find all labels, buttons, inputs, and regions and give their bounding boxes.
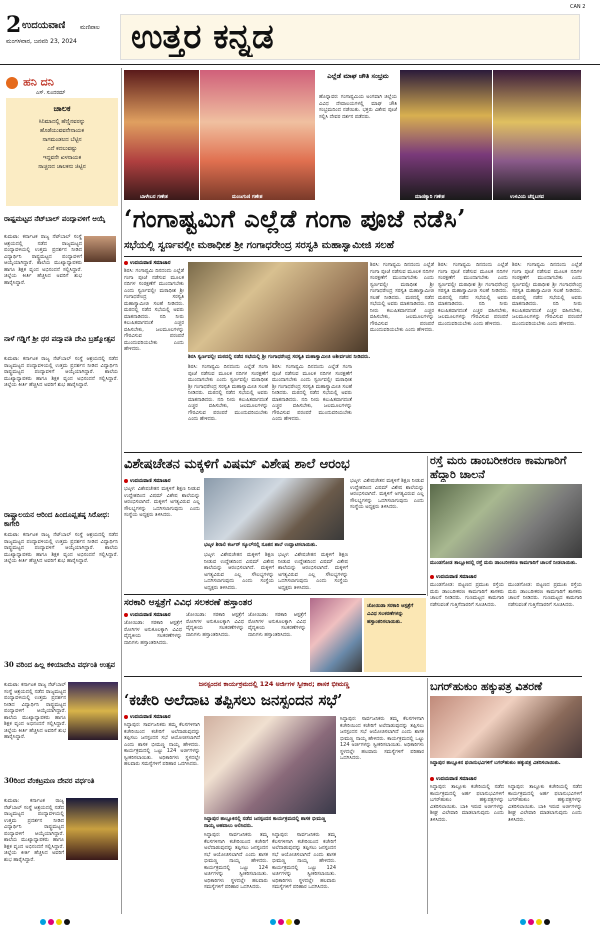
- masthead: [0, 0, 600, 66]
- office-divider: [427, 678, 428, 914]
- poem-line: ಸಿನಿಮಾದಲ್ಲಿ ಹೆಣ್ಣಿನವರನ್ನು: [38, 119, 86, 125]
- photo-caption-1: ಬಾಳೇಬರ ಗಣೇಶ: [140, 194, 168, 200]
- office-caption: ಸಿದ್ದಾಪುರ ತಾಲ್ಲೂಕಿನಲ್ಲಿ ನಡೆದ ಜನಸ್ಪಂದನ ಕಾರ್ಯಕ್ರಮದಲ್ಲಿ ಶಾಸಕ ಭೀಮಣ್ಣ ನಾಯ್ಕ ಅಹವಾಲು ಆಲಿಸಿದರು.: [204, 816, 326, 829]
- byline-text: ಉದಯವಾಣಿ ಸಮಾಚಾರ: [130, 260, 171, 266]
- left-story5-body: ಕುಮಟಾ: ಕರ್ನಾಟಕ ರಾಜ್ಯ ನೆಟ್‌ಬಾಲ್ ಸಂಸ್ಥೆ ಆಶ್ರಯದಲ್ಲಿ ನಡೆದ ರಾಜ್ಯಮಟ್ಟದ ಪಂದ್ಯಾವಳಿಯಲ್ಲಿ ಉತ್ತಮ ಪ್ರದರ್ಶನ ನೀಡಿದ ವಿದ್ಯಾರ್ಥಿನಿ ರಾಷ್ಟ್ರಮಟ್ಟದ ಪಂದ್ಯಾವಳಿಗೆ ಆಯ್ಕೆಯಾಗಿದ್ದಾರೆ. ಶಾಲೆಯ ಮುಖ್ಯಾಧ್ಯಾಪಕರು ಹಾಗೂ ಶಿಕ್ಷಕ ವೃಂದ ಅಭಿನಂದನೆ ಸಲ್ಲಿಸಿದ್ದಾರೆ. ಜಿಲ್ಲೆಯ ಕೀರ್ತಿ ಹೆಚ್ಚಿಸಿದ ಅವರಿಗೆ ಶುಭ ಹಾರೈಸಿದ್ದಾರೆ.: [4, 798, 64, 863]
- hospital-caption: ಜೋಯಿಡಾ ಸರಕಾರಿ ಆಸ್ಪತ್ರೆಗೆ ವಿವಿಧ ಸಲಕರಣೆಗಳನ್ನು ಹಸ್ತಾಂತರಿಸಲಾಯಿತು.: [367, 603, 414, 625]
- inset-body: ಹೊನ್ನಾವರ: ಗಂಗಾಷ್ಟಮಿಯ ಅಂಗವಾಗಿ ಜಿಲ್ಲೆಯ ವಿವಿಧ ದೇವಾಲಯಗಳಲ್ಲಿ ಮಾಘ ಚೌತಿ ಸಂಭ್ರಮದಿಂದ ನಡೆಯಿತು. ಭಕ್ತರು ವಿಶೇಷ ಪೂಜೆ ಸಲ್ಲಿಸಿ ದೇವರ ದರ್ಶನ ಪಡೆದರು.: [319, 94, 397, 120]
- ganesha-photo-3: [400, 70, 492, 200]
- hospital-byline: [124, 612, 170, 618]
- assembly-caption: ಶಿರಸಿ ಸ್ವರ್ಣವಲ್ಲೀ ಮಠದಲ್ಲಿ ನಡೆದ ಸಭೆಯಲ್ಲಿ ಶ್ರೀ ಗಂಗಾಧರೇಂದ್ರ ಸರಸ್ವತಿ ಮಹಾಸ್ವಾಮೀಜಿ ಆಶೀರ್ವಚನ ನೀಡಿದರು.: [188, 354, 371, 360]
- inset-story: [317, 70, 399, 200]
- land-caption: ಸಿದ್ದಾಪುರ ತಾಲ್ಲೂಕಿನ ಫಲಾನುಭವಿಗಳಿಗೆ ಬಗರ್‌ಹುಕುಂ ಹಕ್ಕುಪತ್ರ ವಿತರಿಸಲಾಯಿತು.: [430, 760, 561, 766]
- poem-line: ನಾಚ್ಚಣದ ಚಾಲಕನು ಜಿಟ್ಟಿನ: [38, 164, 86, 170]
- left-story1-body: ಕುಮಟಾ: ಕರ್ನಾಟಕ ರಾಜ್ಯ ನೆಟ್‌ಬಾಲ್ ಸಂಸ್ಥೆ ಆಶ್ರಯದಲ್ಲಿ ನಡೆದ ರಾಜ್ಯಮಟ್ಟದ ಪಂದ್ಯಾವಳಿಯಲ್ಲಿ ಉತ್ತಮ ಪ್ರದರ್ಶನ ನೀಡಿದ ವಿದ್ಯಾರ್ಥಿನಿ ರಾಷ್ಟ್ರಮಟ್ಟದ ಪಂದ್ಯಾವಳಿಗೆ ಆಯ್ಕೆಯಾಗಿದ್ದಾರೆ. ಶಾಲೆಯ ಮುಖ್ಯಾಧ್ಯಾಪಕರು ಹಾಗೂ ಶಿಕ್ಷಕ ವೃಂದ ಅಭಿನಂದನೆ ಸಲ್ಲಿಸಿದ್ದಾರೆ. ಜಿಲ್ಲೆಯ ಕೀರ್ತಿ ಹೆಚ್ಚಿಸಿದ ಅವರಿಗೆ ಶುಭ ಹಾರೈಸಿದ್ದಾರೆ.: [4, 234, 82, 286]
- poem-line: ಎದೆ ಕದಲುವಷ್ಟು: [47, 146, 77, 152]
- poem-line: ನಾಗಮಂಡಲದ ಬೆಟ್ಟಿನ: [42, 137, 82, 143]
- left-column-divider: [121, 68, 122, 914]
- office-body-col2: ಸಿದ್ದಾಪುರ: ಸಾರ್ವಜನಿಕರು ತಮ್ಮ ಕೆಲಸಗಳಿಗಾಗಿ ಕಚೇರಿಯಿಂದ ಕಚೇರಿಗೆ ಅಲೆದಾಡುವುದನ್ನು ತಪ್ಪಿಸಲು ಜನಸ್ಪಂದನ ಸಭೆ ಆಯೋಜಿಸಲಾಗಿದೆ ಎಂದು ಶಾಸಕ ಭೀಮಣ್ಣ ನಾಯ್ಕ ಹೇಳಿದರು. ಕಾರ್ಯಕ್ರಮದಲ್ಲಿ ಒಟ್ಟು 124 ಅರ್ಜಿಗಳನ್ನು ಸ್ವೀಕರಿಸಲಾಯಿತು. ಅಧಿಕಾರಿಗಳು ಸ್ಥಳದಲ್ಲೇ ಹಲವಾರು ಸಮಸ್ಯೆಗಳಿಗೆ ಪರಿಹಾರ ಒದಗಿಸಿದರು.: [204, 832, 268, 890]
- office-body-col4: ಸಿದ್ದಾಪುರ: ಸಾರ್ವಜನಿಕರು ತಮ್ಮ ಕೆಲಸಗಳಿಗಾಗಿ ಕಚೇರಿಯಿಂದ ಕಚೇರಿಗೆ ಅಲೆದಾಡುವುದನ್ನು ತಪ್ಪಿಸಲು ಜನಸ್ಪಂದನ ಸಭೆ ಆಯೋಜಿಸಲಾಗಿದೆ ಎಂದು ಶಾಸಕ ಭೀಮಣ್ಣ ನಾಯ್ಕ ಹೇಳಿದರು. ಕಾರ್ಯಕ್ರಮದಲ್ಲಿ ಒಟ್ಟು 124 ಅರ್ಜಿಗಳನ್ನು ಸ್ವೀಕರಿಸಲಾಯಿತು. ಅಧಿಕಾರಿಗಳು ಸ್ಥಳದಲ್ಲೇ ಹಲವಾರು ಸಮಸ್ಯೆಗಳಿಗೆ ಪರಿಹಾರ ಒದಗಿಸಿದರು.: [340, 716, 424, 761]
- school-byline: [124, 478, 170, 484]
- left-story2-body: ಕುಮಟಾ: ಕರ್ನಾಟಕ ರಾಜ್ಯ ನೆಟ್‌ಬಾಲ್ ಸಂಸ್ಥೆ ಆಶ್ರಯದಲ್ಲಿ ನಡೆದ ರಾಜ್ಯಮಟ್ಟದ ಪಂದ್ಯಾವಳಿಯಲ್ಲಿ ಉತ್ತಮ ಪ್ರದರ್ಶನ ನೀಡಿದ ವಿದ್ಯಾರ್ಥಿನಿ ರಾಷ್ಟ್ರಮಟ್ಟದ ಪಂದ್ಯಾವಳಿಗೆ ಆಯ್ಕೆಯಾಗಿದ್ದಾರೆ. ಶಾಲೆಯ ಮುಖ್ಯಾಧ್ಯಾಪಕರು ಹಾಗೂ ಶಿಕ್ಷಕ ವೃಂದ ಅಭಿನಂದನೆ ಸಲ್ಲಿಸಿದ್ದಾರೆ. ಜಿಲ್ಲೆಯ ಕೀರ್ತಿ ಹೆಚ್ಚಿಸಿದ ಅವರಿಗೆ ಶುಭ ಹಾರೈಸಿದ್ದಾರೆ.: [4, 356, 118, 388]
- school-body-col1: ಭಟ್ಕಳ: ವಿಶೇಷಚೇತನ ಮಕ್ಕಳಿಗೆ ಶಿಕ್ಷಣ ನೀಡುವ ಉದ್ದೇಶದಿಂದ ವಿಷಮ್ ವಿಶೇಷ ಶಾಲೆಯನ್ನು ಆರಂಭಿಸಲಾಗಿದೆ. ಮಕ್ಕಳಿಗೆ ಅಗತ್ಯವಿರುವ ಎಲ್ಲ ಸೌಲಭ್ಯಗಳನ್ನು ಒದಗಿಸಲಾಗುವುದು ಎಂದು ಸಂಸ್ಥೆಯ ಅಧ್ಯಕ್ಷರು ತಿಳಿಸಿದರು.: [124, 486, 200, 518]
- left-story3-headline: ರಾಷ್ಟ್ರಾಲಯನ ಆರಿಂದ ಹಿಂದೂಪ್ಷತಷ್ಠ ಸಿರೋಧ: ಕಾಗೇರಿ: [4, 510, 110, 528]
- assembly-photo: [188, 262, 368, 352]
- top-body-col5: ಶಿರಸಿ: ಗಂಗಾಷ್ಟಮಿ ದಿನದಂದು ಎಲ್ಲೆಡೆ ಗಂಗಾ ಪೂಜೆ ನಡೆಸುವ ಮೂಲಕ ನದಿಗಳ ಸಂರಕ್ಷಣೆಗೆ ಮುಂದಾಗಬೇಕು ಎಂದು ಸ್ವರ್ಣವಲ್ಲೀ ಮಠಾಧೀಶ ಶ್ರೀ ಗಂಗಾಧರೇಂದ್ರ ಸರಸ್ವತಿ ಮಹಾಸ್ವಾಮೀಜಿ ಸಲಹೆ ನೀಡಿದರು. ಮಠದಲ್ಲಿ ನಡೆದ ಸಭೆಯಲ್ಲಿ ಅವರು ಮಾತನಾಡಿದರು. ನದಿ ನೀರು ಕಲುಷಿತವಾಗದಂತೆ ಎಚ್ಚರ ವಹಿಸಬೇಕು, ಜಲಮೂಲಗಳನ್ನು ಗೌರವಿಸುವ ಪರಂಪರೆ ಮುಂದುವರಿಯಬೇಕು ಎಂದು ಹೇಳಿದರು.: [438, 262, 508, 327]
- section-title: ಉತ್ತರ ಕನ್ನಡ: [131, 17, 274, 57]
- byline-text: ಉದಯವಾಣಿ ಸಮಾಚಾರ: [436, 574, 477, 580]
- athlete-photo: [84, 236, 116, 262]
- paper-name: ಉದಯವಾಣಿ: [22, 20, 66, 31]
- poem-lines: [10, 118, 114, 172]
- hospital-body-col3: ಜೋಯಿಡಾ: ಸರಕಾರಿ ಆಸ್ಪತ್ರೆಗೆ ರೋಗಿಗಳ ಅನುಕೂಲಕ್ಕಾಗಿ ವಿವಿಧ ವೈದ್ಯಕೀಯ ಸಲಕರಣೆಗಳನ್ನು ದಾನಿಗಳು ಹಸ್ತಾಂತರಿಸಿದರು.: [248, 612, 306, 638]
- magenta-mark: [528, 919, 534, 925]
- page-number: 2: [6, 12, 22, 38]
- left-story1-headline: ರಾಷ್ಟ್ರಮಟ್ಟದ ನೆಟ್‌ಬಾಲ್ ಪಂದ್ಯಾವಳಿಗೆ ಆಯ್ಕೆ: [4, 214, 106, 223]
- top-subheadline: ಸಭೆಯಲ್ಲಿ ಸ್ವರ್ಣವಲ್ಲೀ ಮಠಾಧೀಶ ಶ್ರೀ ಗಂಗಾಧರೇಂದ್ರ ಸರಸ್ವತಿ ಮಹಾಸ್ವಾಮೀಜಿ ಸಲಹೆ: [124, 240, 395, 251]
- land-body-col2: ಸಿದ್ದಾಪುರ: ತಾಲ್ಲೂಕು ಕಚೇರಿಯಲ್ಲಿ ನಡೆದ ಕಾರ್ಯಕ್ರಮದಲ್ಲಿ ಅರ್ಹ ಫಲಾನುಭವಿಗಳಿಗೆ ಬಗರ್‌ಹುಕುಂ ಹಕ್ಕುಪತ್ರಗಳನ್ನು ವಿತರಿಸಲಾಯಿತು. ಬಾಕಿ ಇರುವ ಅರ್ಜಿಗಳನ್ನು ಶೀಘ್ರ ವಿಲೇವಾರಿ ಮಾಡಲಾಗುವುದು ಎಂದು ತಿಳಿಸಿದರು.: [508, 784, 582, 823]
- hospital-body-col2: ಜೋಯಿಡಾ: ಸರಕಾರಿ ಆಸ್ಪತ್ರೆಗೆ ರೋಗಿಗಳ ಅನುಕೂಲಕ್ಕಾಗಿ ವಿವಿಧ ವೈದ್ಯಕೀಯ ಸಲಕರಣೆಗಳನ್ನು ದಾನಿಗಳು ಹಸ್ತಾಂತರಿಸಿದರು.: [186, 612, 244, 638]
- office-rule: [124, 676, 582, 677]
- inset-headline: ಎಲ್ಲೆಡೆ ಮಾಘ ಚೌತಿ ಸಂಭ್ರಮ: [327, 72, 389, 80]
- hanidani-logo: [6, 72, 116, 89]
- magenta-mark: [48, 919, 54, 925]
- poem-title: ಚಾಲಕ: [53, 103, 71, 113]
- road-body-col2: ಮುಂಡಗೋಡ: ಪಟ್ಟಣದ ಪ್ರಮುಖ ರಸ್ತೆಯ ಮರು ಡಾಂಬರೀಕರಣ ಕಾಮಗಾರಿಗೆ ಶಾಸಕರು ಚಾಲನೆ ನೀಡಿದರು. ಗುಣಮಟ್ಟದ ಕಾಮಗಾರಿ ನಡೆಸುವಂತೆ ಗುತ್ತಿಗೆದಾರರಿಗೆ ಸೂಚಿಸಿದರು.: [508, 582, 582, 608]
- school-body-col4: ಭಟ್ಕಳ: ವಿಶೇಷಚೇತನ ಮಕ್ಕಳಿಗೆ ಶಿಕ್ಷಣ ನೀಡುವ ಉದ್ದೇಶದಿಂದ ವಿಷಮ್ ವಿಶೇಷ ಶಾಲೆಯನ್ನು ಆರಂಭಿಸಲಾಗಿದೆ. ಮಕ್ಕಳಿಗೆ ಅಗತ್ಯವಿರುವ ಎಲ್ಲ ಸೌಲಭ್ಯಗಳನ್ನು ಒದಗಿಸಲಾಗುವುದು ಎಂದು ಸಂಸ್ಥೆಯ ಅಧ್ಯಕ್ಷರು ತಿಳಿಸಿದರು.: [350, 478, 424, 510]
- hospital-headline: ಸರಕಾರಿ ಆಸ್ಪತ್ರೆಗೆ ವಿವಿಧ ಸಲಕರಣೆ ಹಸ್ತಾಂತರ: [124, 598, 253, 608]
- registration-marks: [0, 916, 600, 928]
- yellow-mark: [536, 919, 542, 925]
- basava-photo: [493, 70, 581, 200]
- road-headline: ರಸ್ತೆ ಮರು ಡಾಂಬರೀಕರಣ ಕಾಮಗಾರಿಗೆ ಹೆದ್ದಾರಿ ಚಾಲನೆ: [430, 454, 567, 481]
- land-photo: [430, 696, 582, 758]
- byline-text: ಉದಯವಾಣಿ ಸಮಾಚಾರ: [130, 478, 171, 484]
- top-body-col6: ಶಿರಸಿ: ಗಂಗಾಷ್ಟಮಿ ದಿನದಂದು ಎಲ್ಲೆಡೆ ಗಂಗಾ ಪೂಜೆ ನಡೆಸುವ ಮೂಲಕ ನದಿಗಳ ಸಂರಕ್ಷಣೆಗೆ ಮುಂದಾಗಬೇಕು ಎಂದು ಸ್ವರ್ಣವಲ್ಲೀ ಮಠಾಧೀಶ ಶ್ರೀ ಗಂಗಾಧರೇಂದ್ರ ಸರಸ್ವತಿ ಮಹಾಸ್ವಾಮೀಜಿ ಸಲಹೆ ನೀಡಿದರು. ಮಠದಲ್ಲಿ ನಡೆದ ಸಭೆಯಲ್ಲಿ ಅವರು ಮಾತನಾಡಿದರು. ನದಿ ನೀರು ಕಲುಷಿತವಾಗದಂತೆ ಎಚ್ಚರ ವಹಿಸಬೇಕು, ಜಲಮೂಲಗಳನ್ನು ಗೌರವಿಸುವ ಪರಂಪರೆ ಮುಂದುವರಿಯಬೇಕು ಎಂದು ಹೇಳಿದರು.: [512, 262, 582, 327]
- hanidani-box: [2, 68, 120, 208]
- left-story4-body: ಕುಮಟಾ: ಕರ್ನಾಟಕ ರಾಜ್ಯ ನೆಟ್‌ಬಾಲ್ ಸಂಸ್ಥೆ ಆಶ್ರಯದಲ್ಲಿ ನಡೆದ ರಾಜ್ಯಮಟ್ಟದ ಪಂದ್ಯಾವಳಿಯಲ್ಲಿ ಉತ್ತಮ ಪ್ರದರ್ಶನ ನೀಡಿದ ವಿದ್ಯಾರ್ಥಿನಿ ರಾಷ್ಟ್ರಮಟ್ಟದ ಪಂದ್ಯಾವಳಿಗೆ ಆಯ್ಕೆಯಾಗಿದ್ದಾರೆ. ಶಾಲೆಯ ಮುಖ್ಯಾಧ್ಯಾಪಕರು ಹಾಗೂ ಶಿಕ್ಷಕ ವೃಂದ ಅಭಿನಂದನೆ ಸಲ್ಲಿಸಿದ್ದಾರೆ. ಜಿಲ್ಲೆಯ ಕೀರ್ತಿ ಹೆಚ್ಚಿಸಿದ ಅವರಿಗೆ ಶುಭ ಹಾರೈಸಿದ್ದಾರೆ.: [4, 682, 66, 740]
- photo-caption-3: ಮಾಣಿಕ್ಯಾರಿ ಗಣೇಶ: [415, 194, 445, 200]
- left-story5-headline: 30ರಿಂದ ವೆಂಕಟ್ರಮಣ ದೇವರ ವರ್ಧಂತಿ: [4, 776, 95, 785]
- poem-line: ಹೊಡೆಯುವವನೇನಾಯಕ: [39, 128, 85, 134]
- hospital-rule: [124, 594, 426, 595]
- road-body-col1: ಮುಂಡಗೋಡ: ಪಟ್ಟಣದ ಪ್ರಮುಖ ರಸ್ತೆಯ ಮರು ಡಾಂಬರೀಕರಣ ಕಾಮಗಾರಿಗೆ ಶಾಸಕರು ಚಾಲನೆ ನೀಡಿದರು. ಗುಣಮಟ್ಟದ ಕಾಮಗಾರಿ ನಡೆಸುವಂತೆ ಗುತ್ತಿಗೆದಾರರಿಗೆ ಸೂಚಿಸಿದರು.: [430, 582, 504, 608]
- school-body-col3: ಭಟ್ಕಳ: ವಿಶೇಷಚೇತನ ಮಕ್ಕಳಿಗೆ ಶಿಕ್ಷಣ ನೀಡುವ ಉದ್ದೇಶದಿಂದ ವಿಷಮ್ ವಿಶೇಷ ಶಾಲೆಯನ್ನು ಆರಂಭಿಸಲಾಗಿದೆ. ಮಕ್ಕಳಿಗೆ ಅಗತ್ಯವಿರುವ ಎಲ್ಲ ಸೌಲಭ್ಯಗಳನ್ನು ಒದಗಿಸಲಾಗುವುದು ಎಂದು ಸಂಸ್ಥೆಯ ಅಧ್ಯಕ್ಷರು ತಿಳಿಸಿದರು.: [278, 552, 348, 591]
- black-mark: [294, 919, 300, 925]
- top-body-col1: ಶಿರಸಿ: ಗಂಗಾಷ್ಟಮಿ ದಿನದಂದು ಎಲ್ಲೆಡೆ ಗಂಗಾ ಪೂಜೆ ನಡೆಸುವ ಮೂಲಕ ನದಿಗಳ ಸಂರಕ್ಷಣೆಗೆ ಮುಂದಾಗಬೇಕು ಎಂದು ಸ್ವರ್ಣವಲ್ಲೀ ಮಠಾಧೀಶ ಶ್ರೀ ಗಂಗಾಧರೇಂದ್ರ ಸರಸ್ವತಿ ಮಹಾಸ್ವಾಮೀಜಿ ಸಲಹೆ ನೀಡಿದರು. ಮಠದಲ್ಲಿ ನಡೆದ ಸಭೆಯಲ್ಲಿ ಅವರು ಮಾತನಾಡಿದರು. ನದಿ ನೀರು ಕಲುಷಿತವಾಗದಂತೆ ಎಚ್ಚರ ವಹಿಸಬೇಕು, ಜಲಮೂಲಗಳನ್ನು ಗೌರವಿಸುವ ಪರಂಪರೆ ಮುಂದುವರಿಯಬೇಕು ಎಂದು ಹೇಳಿದರು.: [124, 268, 184, 352]
- ganesha-photo-1: [124, 70, 199, 200]
- road-photo: [430, 484, 582, 558]
- bullet-icon: [124, 715, 128, 719]
- can-tag: CAN 2: [570, 4, 586, 10]
- byline-text: ಉದಯವಾಣಿ ಸಮಾಚಾರ: [130, 714, 171, 720]
- road-caption: ಮುಂಡಗೋಡ ತಾಲ್ಲೂಕಿನಲ್ಲಿ ರಸ್ತೆ ಮರು ಡಾಂಬರೀಕರಣ ಕಾಮಗಾರಿಗೆ ಚಾಲನೆ ನೀಡಲಾಯಿತು.: [430, 560, 578, 566]
- land-body-col1: ಸಿದ್ದಾಪುರ: ತಾಲ್ಲೂಕು ಕಚೇರಿಯಲ್ಲಿ ನಡೆದ ಕಾರ್ಯಕ್ರಮದಲ್ಲಿ ಅರ್ಹ ಫಲಾನುಭವಿಗಳಿಗೆ ಬಗರ್‌ಹುಕುಂ ಹಕ್ಕುಪತ್ರಗಳನ್ನು ವಿತರಿಸಲಾಯಿತು. ಬಾಕಿ ಇರುವ ಅರ್ಜಿಗಳನ್ನು ಶೀಘ್ರ ವಿಲೇವಾರಿ ಮಾಡಲಾಗುವುದು ಎಂದು ತಿಳಿಸಿದರು.: [430, 784, 504, 823]
- office-byline: [124, 714, 170, 720]
- magenta-mark: [278, 919, 284, 925]
- hospital-photo: [310, 598, 362, 672]
- hospital-body-col1: ಜೋಯಿಡಾ: ಸರಕಾರಿ ಆಸ್ಪತ್ರೆಗೆ ರೋಗಿಗಳ ಅನುಕೂಲಕ್ಕಾಗಿ ವಿವಿಧ ವೈದ್ಯಕೀಯ ಸಲಕರಣೆಗಳನ್ನು ದಾನಿಗಳು ಹಸ್ತಾಂತರಿಸಿದರು.: [124, 620, 182, 646]
- yellow-mark: [286, 919, 292, 925]
- school-headline: ವಿಶೇಷಚೇತನ ಮಕ್ಕಳಿಗೆ ವಿಷಮ್ ವಿಶೇಷ ಶಾಲೆ ಆರಂಭ: [124, 457, 350, 472]
- black-mark: [64, 919, 70, 925]
- top-body-col2: ಶಿರಸಿ: ಗಂಗಾಷ್ಟಮಿ ದಿನದಂದು ಎಲ್ಲೆಡೆ ಗಂಗಾ ಪೂಜೆ ನಡೆಸುವ ಮೂಲಕ ನದಿಗಳ ಸಂರಕ್ಷಣೆಗೆ ಮುಂದಾಗಬೇಕು ಎಂದು ಸ್ವರ್ಣವಲ್ಲೀ ಮಠಾಧೀಶ ಶ್ರೀ ಗಂಗಾಧರೇಂದ್ರ ಸರಸ್ವತಿ ಮಹಾಸ್ವಾಮೀಜಿ ಸಲಹೆ ನೀಡಿದರು. ಮಠದಲ್ಲಿ ನಡೆದ ಸಭೆಯಲ್ಲಿ ಅವರು ಮಾತನಾಡಿದರು. ನದಿ ನೀರು ಕಲುಷಿತವಾಗದಂತೆ ಎಚ್ಚರ ವಹಿಸಬೇಕು, ಜಲಮೂಲಗಳನ್ನು ಗೌರವಿಸುವ ಪರಂಪರೆ ಮುಂದುವರಿಯಬೇಕು ಎಂದು ಹೇಳಿದರು.: [188, 364, 268, 422]
- byline-text: ಉದಯವಾಣಿ ಸಮಾಚಾರ: [436, 776, 477, 782]
- top-body-col3: ಶಿರಸಿ: ಗಂಗಾಷ್ಟಮಿ ದಿನದಂದು ಎಲ್ಲೆಡೆ ಗಂಗಾ ಪೂಜೆ ನಡೆಸುವ ಮೂಲಕ ನದಿಗಳ ಸಂರಕ್ಷಣೆಗೆ ಮುಂದಾಗಬೇಕು ಎಂದು ಸ್ವರ್ಣವಲ್ಲೀ ಮಠಾಧೀಶ ಶ್ರೀ ಗಂಗಾಧರೇಂದ್ರ ಸರಸ್ವತಿ ಮಹಾಸ್ವಾಮೀಜಿ ಸಲಹೆ ನೀಡಿದರು. ಮಠದಲ್ಲಿ ನಡೆದ ಸಭೆಯಲ್ಲಿ ಅವರು ಮಾತನಾಡಿದರು. ನದಿ ನೀರು ಕಲುಷಿತವಾಗದಂತೆ ಎಚ್ಚರ ವಹಿಸಬೇಕು, ಜಲಮೂಲಗಳನ್ನು ಗೌರವಿಸುವ ಪರಂಪರೆ ಮುಂದುವರಿಯಬೇಕು ಎಂದು ಹೇಳಿದರು.: [272, 364, 352, 422]
- office-body-col3: ಸಿದ್ದಾಪುರ: ಸಾರ್ವಜನಿಕರು ತಮ್ಮ ಕೆಲಸಗಳಿಗಾಗಿ ಕಚೇರಿಯಿಂದ ಕಚೇರಿಗೆ ಅಲೆದಾಡುವುದನ್ನು ತಪ್ಪಿಸಲು ಜನಸ್ಪಂದನ ಸಭೆ ಆಯೋಜಿಸಲಾಗಿದೆ ಎಂದು ಶಾಸಕ ಭೀಮಣ್ಣ ನಾಯ್ಕ ಹೇಳಿದರು. ಕಾರ್ಯಕ್ರಮದಲ್ಲಿ ಒಟ್ಟು 124 ಅರ್ಜಿಗಳನ್ನು ಸ್ವೀಕರಿಸಲಾಯಿತು. ಅಧಿಕಾರಿಗಳು ಸ್ಥಳದಲ್ಲೇ ಹಲವಾರು ಸಮಸ್ಯೆಗಳಿಗೆ ಪರಿಹಾರ ಒದಗಿಸಿದರು.: [272, 832, 336, 890]
- office-body-col1: ಸಿದ್ದಾಪುರ: ಸಾರ್ವಜನಿಕರು ತಮ್ಮ ಕೆಲಸಗಳಿಗಾಗಿ ಕಚೇರಿಯಿಂದ ಕಚೇರಿಗೆ ಅಲೆದಾಡುವುದನ್ನು ತಪ್ಪಿಸಲು ಜನಸ್ಪಂದನ ಸಭೆ ಆಯೋಜಿಸಲಾಗಿದೆ ಎಂದು ಶಾಸಕ ಭೀಮಣ್ಣ ನಾಯ್ಕ ಹೇಳಿದರು. ಕಾರ್ಯಕ್ರಮದಲ್ಲಿ ಒಟ್ಟು 124 ಅರ್ಜಿಗಳನ್ನು ಸ್ವೀಕರಿಸಲಾಯಿತು. ಅಧಿಕಾರಿಗಳು ಸ್ಥಳದಲ್ಲೇ ಹಲವಾರು ಸಮಸ್ಯೆಗಳಿಗೆ ಪರಿಹಾರ ಒದಗಿಸಿದರು.: [124, 722, 200, 767]
- masthead-rule: [0, 64, 600, 65]
- hanidani-author: ಎಸ್. ಸುಂದರಮ್: [36, 90, 66, 96]
- deity-photo-1: [68, 682, 118, 740]
- road-byline: [430, 574, 476, 580]
- office-headline: ‘ಕಚೇರಿ ಅಲೆದಾಟ ತಪ್ಪಿಸಲು ಜನಸ್ಪಂದನ ಸಭೆ’: [124, 691, 343, 709]
- office-photo: [204, 716, 336, 814]
- mid-rule: [124, 452, 582, 453]
- top-story-rule: [124, 256, 582, 257]
- drop-icon: [6, 77, 18, 89]
- photo-caption-2: ಮಂಜಗುಣಿ ಗಣೇಶ: [232, 194, 263, 200]
- school-divider: [427, 456, 428, 596]
- bullet-icon: [124, 613, 128, 617]
- paper-edition: ಮಣಿಪಾಲ: [80, 24, 100, 31]
- left-story4-headline: 30 ವರಿಂದ ಹಿಲ್ಲ ಕಳಿಯಾದೇವಿ ವರ್ಧಂತಿ ಉತ್ಸವ: [4, 660, 115, 669]
- poem-line: ಇದ್ದವನೇ ಖಳನಾಯಕ: [42, 155, 82, 161]
- school-caption: ಭಟ್ಕಳ ಶಿರಾಲಿ ಕರ್ಜನ್ ಸ್ಕೂಲ್‌ನಲ್ಲಿ ನೂತನ ಶಾಲೆ ಉದ್ಘಾಟಿಸಲಾಯಿತು.: [204, 542, 318, 548]
- photo-caption-4: ಉಳವಿಯ ಚೆನ್ನಬಸವ: [510, 194, 544, 200]
- top-body-col4: ಶಿರಸಿ: ಗಂಗಾಷ್ಟಮಿ ದಿನದಂದು ಎಲ್ಲೆಡೆ ಗಂಗಾ ಪೂಜೆ ನಡೆಸುವ ಮೂಲಕ ನದಿಗಳ ಸಂರಕ್ಷಣೆಗೆ ಮುಂದಾಗಬೇಕು ಎಂದು ಸ್ವರ್ಣವಲ್ಲೀ ಮಠಾಧೀಶ ಶ್ರೀ ಗಂಗಾಧರೇಂದ್ರ ಸರಸ್ವತಿ ಮಹಾಸ್ವಾಮೀಜಿ ಸಲಹೆ ನೀಡಿದರು. ಮಠದಲ್ಲಿ ನಡೆದ ಸಭೆಯಲ್ಲಿ ಅವರು ಮಾತನಾಡಿದರು. ನದಿ ನೀರು ಕಲುಷಿತವಾಗದಂತೆ ಎಚ್ಚರ ವಹಿಸಬೇಕು, ಜಲಮೂಲಗಳನ್ನು ಗೌರವಿಸುವ ಪರಂಪರೆ ಮುಂದುವರಿಯಬೇಕು ಎಂದು ಹೇಳಿದರು.: [370, 262, 434, 333]
- hanidani-brand: ಹನಿ ದನಿ: [23, 75, 54, 89]
- cyan-mark: [270, 919, 276, 925]
- hospital-caption-box: [364, 598, 426, 672]
- cyan-mark: [520, 919, 526, 925]
- poem-card: [6, 98, 118, 206]
- bullet-icon: [124, 261, 128, 265]
- office-kicker: ಜನಸ್ಪಂದನ ಕಾರ್ಯಕ್ರಮದಲ್ಲಿ 124 ಅರ್ಜಿಗಳ ಸ್ವೀಕಾರ; ಶಾಸಕ ಭೀಮಣ್ಣ: [198, 680, 350, 688]
- land-headline: ಬಗರ್‌ಹುಕುಂ ಹಕ್ಕುಪತ್ರ ವಿತರಣೆ: [430, 680, 543, 693]
- section-banner: [120, 14, 580, 60]
- left-story3-body: ಕುಮಟಾ: ಕರ್ನಾಟಕ ರಾಜ್ಯ ನೆಟ್‌ಬಾಲ್ ಸಂಸ್ಥೆ ಆಶ್ರಯದಲ್ಲಿ ನಡೆದ ರಾಜ್ಯಮಟ್ಟದ ಪಂದ್ಯಾವಳಿಯಲ್ಲಿ ಉತ್ತಮ ಪ್ರದರ್ಶನ ನೀಡಿದ ವಿದ್ಯಾರ್ಥಿನಿ ರಾಷ್ಟ್ರಮಟ್ಟದ ಪಂದ್ಯಾವಳಿಗೆ ಆಯ್ಕೆಯಾಗಿದ್ದಾರೆ. ಶಾಲೆಯ ಮುಖ್ಯಾಧ್ಯಾಪಕರು ಹಾಗೂ ಶಿಕ್ಷಕ ವೃಂದ ಅಭಿನಂದನೆ ಸಲ್ಲಿಸಿದ್ದಾರೆ. ಜಿಲ್ಲೆಯ ಕೀರ್ತಿ ಹೆಚ್ಚಿಸಿದ ಅವರಿಗೆ ಶುಭ ಹಾರೈಸಿದ್ದಾರೆ.: [4, 532, 118, 564]
- black-mark: [544, 919, 550, 925]
- top-headline: ‘ಗಂಗಾಷ್ಟಮಿಗೆ ಎಲ್ಲೆಡೆ ಗಂಗಾ ಪೂಜೆ ನಡೆಸಿ’: [124, 204, 467, 233]
- byline-text: ಉದಯವಾಣಿ ಸಮಾಚಾರ: [130, 612, 171, 618]
- left-story2-headline: ನಾಳೆ ಗಡ್ಡಿಗೆ ಶ್ರೀ ಧರ ಪದ್ಮಾವತಿ ದೇವಿ ಬ್ರಹ್ಮೋತ್ಸವ: [4, 334, 115, 343]
- bullet-icon: [124, 479, 128, 483]
- cyan-mark: [40, 919, 46, 925]
- top-byline: [124, 260, 170, 266]
- yellow-mark: [56, 919, 62, 925]
- land-byline: [430, 776, 476, 782]
- school-photo: [204, 478, 344, 540]
- date-line: ಮಂಗಳವಾರ, ಜನವರಿ 23, 2024: [6, 38, 77, 45]
- school-body-col2: ಭಟ್ಕಳ: ವಿಶೇಷಚೇತನ ಮಕ್ಕಳಿಗೆ ಶಿಕ್ಷಣ ನೀಡುವ ಉದ್ದೇಶದಿಂದ ವಿಷಮ್ ವಿಶೇಷ ಶಾಲೆಯನ್ನು ಆರಂಭಿಸಲಾಗಿದೆ. ಮಕ್ಕಳಿಗೆ ಅಗತ್ಯವಿರುವ ಎಲ್ಲ ಸೌಲಭ್ಯಗಳನ್ನು ಒದಗಿಸಲಾಗುವುದು ಎಂದು ಸಂಸ್ಥೆಯ ಅಧ್ಯಕ್ಷರು ತಿಳಿಸಿದರು.: [204, 552, 274, 591]
- ganesha-photo-2: [200, 70, 315, 200]
- bullet-icon: [430, 777, 434, 781]
- bullet-icon: [430, 575, 434, 579]
- deity-photo-2: [66, 798, 118, 860]
